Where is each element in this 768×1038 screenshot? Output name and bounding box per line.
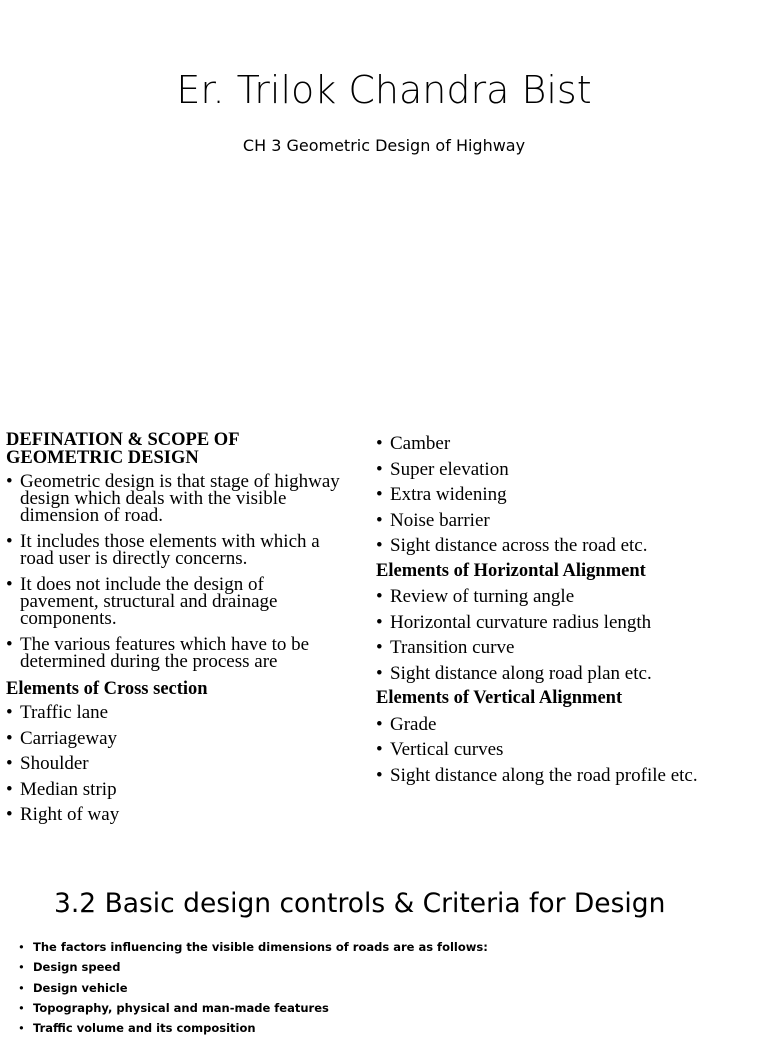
cross-section-item: • Camber [376,431,766,457]
bullet-icon: • [376,586,383,607]
bullet-icon: • [376,662,383,684]
design-controls-list [18,937,718,1038]
cross-section-item: • Super elevation [376,457,766,483]
bullet-icon: • [376,764,383,786]
text-line: components. [20,608,117,629]
text-line: Geometric design is that stage of highway [20,471,340,492]
cross-section-item: • Carriageway [6,726,374,752]
slide-title: Er. Trilok Chandra Bist [176,68,592,112]
bullet-icon: • [6,804,13,825]
slide-subtitle: CH 3 Geometric Design of Highway [242,136,526,155]
bullet-icon: • [18,1000,25,1015]
cross-section-item: • Right of way [6,802,374,828]
definition-heading-line1: DEFINATION & SCOPE OF [6,430,240,450]
bullet-icon: • [6,531,13,552]
bullet-icon: • [376,637,383,658]
cross-section-item: • Median strip [6,777,374,803]
bullet-icon: • [376,458,383,480]
text-line: It includes those elements with which a [20,531,320,552]
vertical-alignment-item: • Grade [376,712,766,738]
horizontal-alignment-item: • Transition curve [376,635,766,661]
bullet-icon: • [6,753,13,774]
horizontal-alignment-heading: Elements of Horizontal Alignment [376,560,646,581]
bullet-icon: • [376,611,383,633]
bullet-icon: • [6,702,13,723]
vertical-alignment-item: • Vertical curves [376,737,766,763]
vertical-alignment-heading: Elements of Vertical Alignment [376,688,623,708]
text-line: design which deals with the visible [20,488,287,509]
left-column [6,431,374,828]
definition-point [6,576,374,627]
bullet-icon: • [376,484,383,505]
list-item: • Design vehicle [18,978,718,998]
definition-heading-line2: GEOMETRIC DESIGN [6,448,199,468]
bullet-icon: • [6,778,13,800]
bullet-icon: • [376,739,383,760]
bullet-icon: • [6,574,13,595]
right-column [376,431,766,788]
horizontal-alignment-item: • Sight distance along road plan etc. [376,661,766,687]
text-line: road user is directly concerns. [20,548,248,569]
text-line: pavement, structural and drainage [20,591,278,612]
cross-section-item: • Traffic lane [6,700,374,726]
cross-section-item: • Sight distance across the road etc. [376,533,766,559]
definition-point [6,473,374,524]
section-title: 3.2 Basic design controls & Criteria for Design [54,888,666,919]
bullet-icon: • [376,509,383,531]
cross-section-item: • Shoulder [6,751,374,777]
horizontal-alignment-item: • Review of turning angle [376,584,766,610]
bullet-icon: • [6,727,13,749]
bullet-icon: • [6,471,13,492]
list-item: • Design speed [18,957,718,977]
bullet-icon: • [18,980,25,995]
bullet-icon: • [376,535,383,556]
bullet-icon: • [376,713,383,735]
list-item: • Topography, physical and man-made features [18,998,718,1018]
bullet-icon: • [18,960,25,975]
definition-point [6,636,374,670]
bullet-icon: • [376,433,383,454]
definition-point [6,533,374,567]
cross-section-item: • Extra widening [376,482,766,508]
vertical-alignment-item: • Sight distance along the road profile etc. [376,763,766,789]
bullet-icon: • [18,1021,25,1036]
cross-section-item: • Noise barrier [376,508,766,534]
list-item: • Traffic volume and its composition [18,1018,718,1038]
bullet-icon: • [18,940,25,954]
cross-section-heading: Elements of Cross section [6,679,208,699]
text-line: It does not include the design of [20,574,264,595]
text-line: dimension of road. [20,505,164,526]
horizontal-alignment-item: • Horizontal curvature radius length [376,610,766,636]
bullet-icon: • [6,634,13,655]
text-line: The various features which have to be [20,634,310,655]
text-line: determined during the process are [20,651,278,672]
list-item: • The factors influencing the visible dimensions of roads are as follows: [18,937,718,957]
